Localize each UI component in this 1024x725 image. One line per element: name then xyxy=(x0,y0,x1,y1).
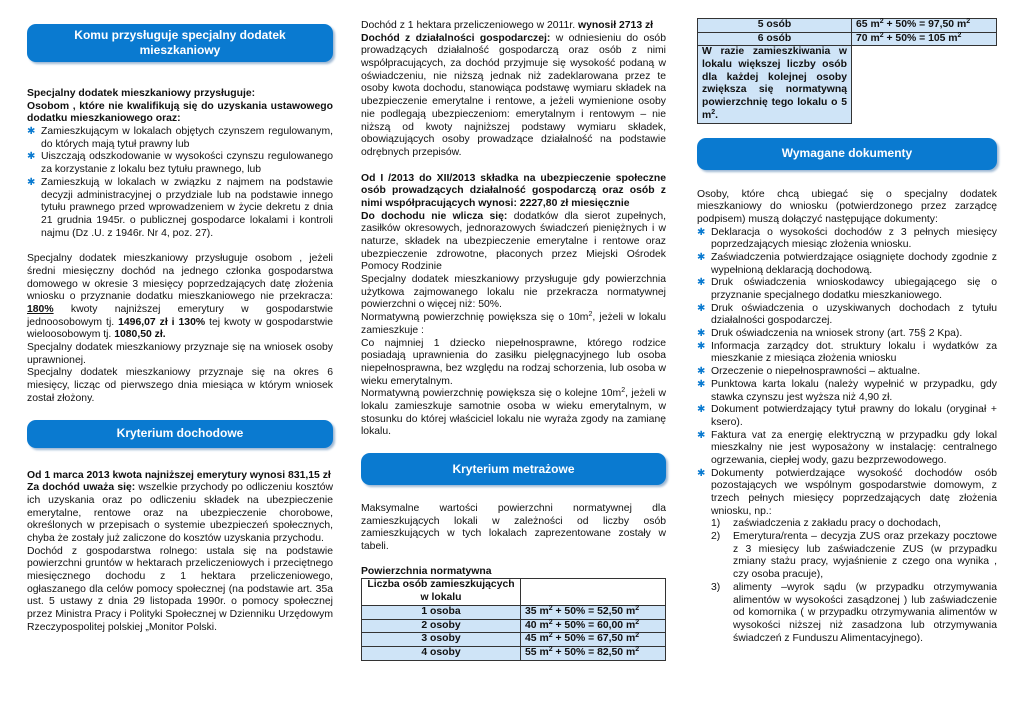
area-table-continued xyxy=(697,18,997,124)
table-row: 5 osób 65 $m^2 + 50\% = 97,50$ $m^2$ xyxy=(698,19,997,33)
column-right xyxy=(697,0,997,645)
area-increase-senior-paragraph: Normatywną powierzchnię powiększa się o kolejne $10m^2$, jeżeli w lokalu zamieszkuje samotnie osoba w wieku emerytalnym, w stosunku do której właściciel lokalu nie wyraża zgody na zamianę lokalu. xyxy=(361,387,666,438)
eligibility-list xyxy=(27,126,333,240)
area-increase-paragraph: Normatywną powierzchnię powiększa się o $10m^2$, jeżeli w lokalu zamieszkuje : xyxy=(361,311,666,336)
business-income: Dochód z działalności gospodarczej: w odniesieniu do osób prowadzących działalność gospodarczą oraz osób z nimi współpracujących, za dochód przyjmuje się wysokość podaną w oświadczeniu, nie niższą jednak niż zadeklarowana przez te osoby kwota dochodu, stanowiąca podstawę wymiaru składek na ubezpieczenie emerytalne i rentowe, a jeżeli wymienione osoby nie podlegają ubezpieczeniom: emerytalnym i rentowym – nie niższą od kwoty najniższej podstawy wymiaru składek, obowiązujących osoby prowadzące działalność na podstawie odrębnych przepisów. xyxy=(361,32,666,158)
extra-person-note: W razie zamieszkiwania w lokalu większej liczby osób dla każdej kolejnej osoby zwiększa się normatywną powierzchnię tego lokalu o 5 $m^2$. xyxy=(698,46,852,123)
table-row: 1 osoba 35 $m^2 + 50\% = 52,50$ $m^2$ xyxy=(362,605,666,619)
income-documents-sublist xyxy=(697,518,997,645)
excluded-income: Do dochodu nie wlicza się: dodatków dla sierot zupełnych, zasiłków okresowych, jednorazowych świadczeń pieniężnych i w naturze, składek na ubezpieczenie emerytalne i rentowe oraz ubezpieczenie zdrowotne, płaconych przez Miejski Ośrodek Pomocy Rodzinie xyxy=(361,210,666,273)
banner-title: Wymagane dokumenty xyxy=(781,146,913,161)
area-limit-paragraph: Specjalny dodatek mieszkaniowy przysługuje gdy powierzchnia użytkowa zajmowanego lokalu nie przekracza normatywnej powierzchni o więcej niż: 50%. xyxy=(361,274,666,311)
table-header-persons: Liczba osób zamieszkujących w lokalu xyxy=(362,579,521,605)
list-item: ✱ Punktowa karta lokalu (należy wypełnić w przypadku, gdy stawka czynszu jest wyższa niż 4,90 zł. xyxy=(697,379,997,404)
list-item: ✱ Uiszczają odszkodowanie w wysokości czynszu regulowanego za korzystanie z lokalu bez tytułu prawnego, lub xyxy=(27,151,333,176)
area-table-title: Powierzchnia normatywna xyxy=(361,565,492,577)
amount-multi: 1080,50 zł. xyxy=(114,329,166,341)
banner-income-criterion xyxy=(27,420,333,448)
period-paragraph: Specjalny dodatek mieszkaniowy przyznaje się na okres 6 miesięcy, licząc od pierwszego dnia miesiąca w którym wniosek został złożony. xyxy=(27,367,333,404)
banner-required-documents xyxy=(697,138,997,170)
list-item: ✱ Druk oświadczenia wnioskodawcy ubiegającego się o przyznanie specjalnego dodatku mieszkaniowego. xyxy=(697,277,997,302)
amount-single: 1496,07 zł i 130% xyxy=(118,316,206,328)
hectare-income: Dochód z 1 hektara przeliczeniowego w 2011r. wynosił 2713 zł xyxy=(361,20,654,31)
column-middle xyxy=(361,0,666,661)
table-header-empty xyxy=(521,579,666,605)
list-item: 1) zaświadczenia z zakładu pracy o dochodach, xyxy=(711,518,941,530)
banner-title: Kryterium dochodowe xyxy=(116,426,244,441)
income-threshold-paragraph: Specjalny dodatek mieszkaniowy przysługuje osobom , jeżeli średni miesięczny dochód na jednego członka gospodarstwa domowego w okresie 3 miesięcy poprzedzających datę złożenia wniosku o przyznanie dodatku mieszkaniowego nie przekracza: 180% kwoty najniższej emerytury w gospodarstwie jednoosobowym tj. 1496,07 zł i 130% tej kwoty w gospodarstwie wieloosobowym tj. 1080,50 zł. xyxy=(27,253,334,341)
eligibility-heading: Specjalny dodatek mieszkaniowy przysługuje: xyxy=(27,88,256,99)
list-item: ✱ Druk oświadczenia na wniosek strony (art. 75§ 2 Kpa). xyxy=(697,328,997,341)
table-row: 2 osoby 40 $m^2 + 50\% = 60,00$ $m^2$ xyxy=(362,619,666,633)
documents-list xyxy=(697,227,997,519)
list-item: ✱ Faktura vat za energię elektryczną w przypadku gdy lokal mieszkalny nie jest wyposażony w instalację: centralnego ogrzewania, ciepłej wody, gazu bezprzewodowego. xyxy=(697,430,997,468)
documents-intro: Osoby, które chcą ubiegać się o specjalny dodatek mieszkaniowy do wniosku (potwierdzonego przez zarządcę podpisem) muszą dołączyć następujące dokumenty: xyxy=(697,188,997,225)
min-pension-note: Od 1 marca 2013 kwota najniższej emerytury wynosi 831,15 zł xyxy=(27,469,331,481)
list-item: ✱ Zaświadczenia potwierdzające osiągnięte dochody zgodnie z wypełnioną deklaracją dochodową. xyxy=(697,252,997,277)
banner-area-criterion xyxy=(361,453,666,485)
list-item: ✱ Deklaracja o wysokości dochodów z 3 pełnych miesięcy poprzedzających miesiąc złożenia wniosku. xyxy=(697,227,997,252)
list-item: ✱ Zamieszkują w lokalach w związku z najmem na podstawie decyzji administracyjnej o przydziale lub na podstawie innego tytułu prawnego przed wprowadzeniem w życie dekretu z dnia 21 grudnia 1945r. o publicznej gospodarce lokalami i kontroli najmu (Dz .U. z 1946r. Nr 4, poz. 27). xyxy=(27,177,333,240)
list-item: ✱ Dokument potwierdzający tytuł prawny do lokalu (oryginał + ksero). xyxy=(697,404,997,429)
table-row xyxy=(698,46,997,123)
list-item: ✱ Orzeczenie o niepełnosprawności – aktualne. xyxy=(697,366,997,379)
list-item: 3) alimenty –wyrok sądu (w przypadku otrzymywania alimentów w wysokości zasądzonej ) lub zaświadczenie od komornika ( w przypadku otrzymywania alimentów w wysokości niższej niż zasadzona lub otrzymywania świadczeń z Funduszu Alimentacyjnego). xyxy=(711,581,997,644)
application-paragraph: Specjalny dodatek mieszkaniowy przyznaje się na wniosek osoby uprawnionej. xyxy=(27,342,333,366)
list-item: ✱ Dokumenty potwierdzające wysokość dochodów osób pozostających we wspólnym gospodarstwie domowym, z trzech pełnych miesięcy poprzedzających datę złożenia wniosku, np.: xyxy=(697,468,997,519)
area-table xyxy=(361,578,666,660)
farm-income-paragraph: Dochód z gospodarstwa rolnego: ustala się na podstawie powierzchni gruntów w hektarach przeliczeniowych i przeciętnego miesięcznego dochodu z 1 hektara przeliczeniowego, ogłaszanego dla celów pomocy społecznej (na podstawie art. 35a ust. 5 ustawy z dnia 29 listopada 1990r. o pomocy społecznej przez Ministra Pracy i Polityki Społecznej w Dzienniku Urzędowym Rzeczypospolitej polskiej „Monitor Polski. xyxy=(27,545,333,633)
percent-single: 180% xyxy=(27,304,54,315)
banner-title: Komu przysługuje specjalny dodatek mieszkaniowy xyxy=(74,28,286,57)
banner-title: Kryterium metrażowe xyxy=(452,461,575,476)
table-row: 3 osoby 45 $m^2 + 50\% = 67,50$ $m^2$ xyxy=(362,633,666,647)
disability-paragraph: Co najmniej 1 dziecko niepełnosprawne, którego rodzice posiadają uprawnienia do zasiłku pielęgnacyjnego lub osoba niepełnosprawna, bez względu na rodzaj schorzenia, lub osoba w wieku emerytalnym. xyxy=(361,337,666,387)
area-table-intro: Maksymalne wartości powierzchni normatywnej dla zamieszkujących lokali w zależności od liczby osób zamieszkujących w tych lokalach zaprezentowane zostały w tabeli. xyxy=(361,503,666,553)
income-definition: Za dochód uważa się: wszelkie przychody po odliczeniu kosztów ich uzyskania oraz po odliczeniu składek na ubezpieczenie emerytalne, rentowe oraz na ubezpieczenie chorobowe, określonych w przepisach o systemie ubezpieczeń społecznych, chyba że zostały już zaliczone do kosztów uzyskania przychodu. xyxy=(27,482,333,544)
contribution-note: Od I /2013 do XII/2013 składka na ubezpieczenie społeczne osób prowadzących działalność gospodarczą oraz osób z nimi współpracujących wynosi: 2227,80 zł miesięcznie xyxy=(361,172,666,209)
table-row: 6 osób 70 $m^2 + 50\% = 105$ $m^2$ xyxy=(698,32,997,46)
eligibility-subheading: Osobom , które nie kwalifikują się do uzyskania ustawowego dodatku mieszkaniowego oraz: xyxy=(27,100,333,125)
list-item: ✱ Informacja zarządcy dot. struktury lokalu i wydatków za mieszkanie z miesiąca złożenia wniosku xyxy=(697,341,997,366)
column-left xyxy=(27,0,333,634)
list-item: ✱ Zamieszkującym w lokalach objętych czynszem regulowanym, do których mają tytuł prawny lub xyxy=(27,126,333,151)
list-item: ✱ Druk oświadczenia o uzyskiwanych dochodach z tytułu działalności gospodarczej. xyxy=(697,303,997,328)
banner-who-eligible xyxy=(27,24,333,62)
list-item: 2) Emerytura/renta – decyzja ZUS oraz przekazy pocztowe z 3 miesięcy lub zaświadczenie ZUS (w przypadku zmiany stażu pracy, wyjaśnienie z czego ona wynika , czy osoba pracuje), xyxy=(711,531,997,581)
table-row: 4 osoby 55 $m^2 + 50\% = 82,50$ $m^2$ xyxy=(362,646,666,660)
table-row xyxy=(362,579,666,605)
